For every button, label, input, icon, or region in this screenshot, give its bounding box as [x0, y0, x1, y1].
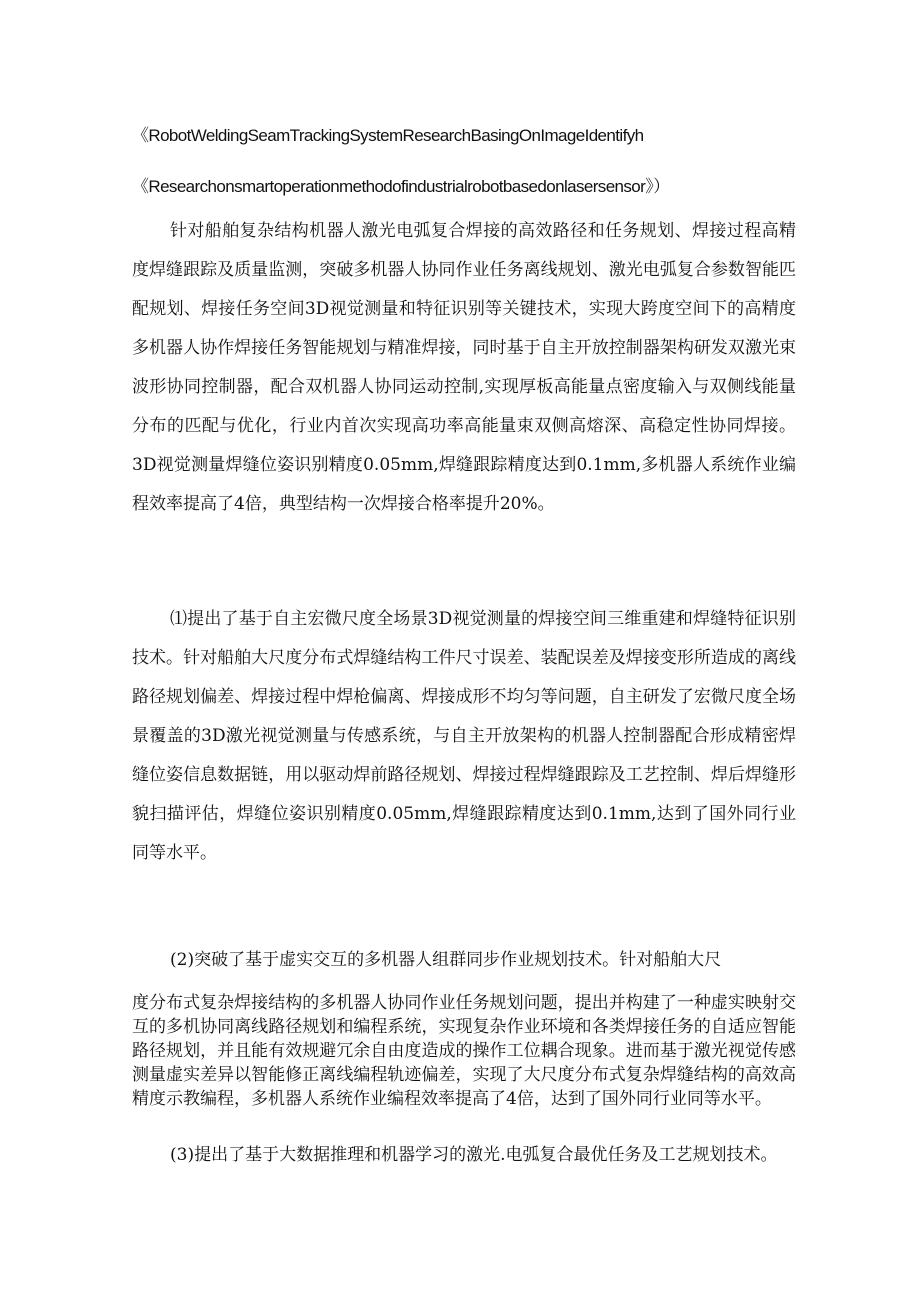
paragraph-item-2-body: 度分布式复杂焊接结构的多机器人协同作业任务规划问题，提出并构建了一种虚实映射交互的多机协同离线路径规划和编程系统，实现复杂作业环境和各类焊接任务的自适应智能路径规划，并且能有效规避冗余自由度造成的操作工位耦合现象。进而基于激光视觉传感测量虚实差异以智能修正离线编程轨迹偏差，实现了大尺度分布式复杂焊缝结构的高效高精度示教编程，多机器人系统作业编程效率提高了4倍，达到了国外同行业同等水平。: [132, 993, 796, 1109]
reference-line-2: 《Researchonsmartoperationmethodofindustrialrobotbasedonlasersensor》）: [132, 177, 670, 196]
paragraph-item-2-heading: (2)突破了基于虚实交互的多机器人组群同步作业规划技术。针对船舶大尺: [170, 950, 722, 970]
paragraph-item-1: ⑴提出了基于自主宏微尺度全场景3D视觉测量的焊接空间三维重建和焊缝特征识别技术。针对船舶大尺度分布式焊缝结构工件尺寸误差、装配误差及焊接变形所造成的离线路径规划偏差、焊接过程中焊枪偏离、焊接成形不均匀等问题，自主研发了宏微尺度全场景覆盖的3D激光视觉测量与传感系统，与自主开放架构的机器人控制器配合形成精密焊缝位姿信息数据链，用以驱动焊前路径规划、焊接过程焊缝跟踪及工艺控制、焊后焊缝形貌扫描评估，焊缝位姿识别精度0.05mm,焊缝跟踪精度达到0.1mm,达到了国外同行业同等水平。: [132, 609, 796, 863]
paragraph-overview: 针对船舶复杂结构机器人激光电弧复合焊接的高效路径和任务规划、焊接过程高精度焊缝跟踪及质量监测，突破多机器人协同作业任务离线规划、激光电弧复合参数智能匹配规划、焊接任务空间3D视觉测量和特征识别等关键技术，实现大跨度空间下的高精度多机器人协作焊接任务智能规划与精准焊接，同时基于自主开放控制器架构研发双激光束波形协同控制器，配合双机器人协同运动控制,实现厚板高能量点密度输入与双侧线能量分布的匹配与优化，行业内首次实现高功率高能量束双侧高熔深、高稳定性协同焊接。3D视觉测量焊缝位姿识别精度0.05mm,焊缝跟踪精度达到0.1mm,多机器人系统作业编程效率提高了4倍，典型结构一次焊接合格率提升20%。: [132, 221, 796, 514]
paragraph-item-3-heading: (3)提出了基于大数据推理和机器学习的激光.电弧复合最优任务及工艺规划技术。: [170, 1145, 778, 1165]
reference-line-1: 《RobotWeldingSeamTrackingSystemResearchBasingOnImageIdentifyh: [132, 126, 644, 145]
